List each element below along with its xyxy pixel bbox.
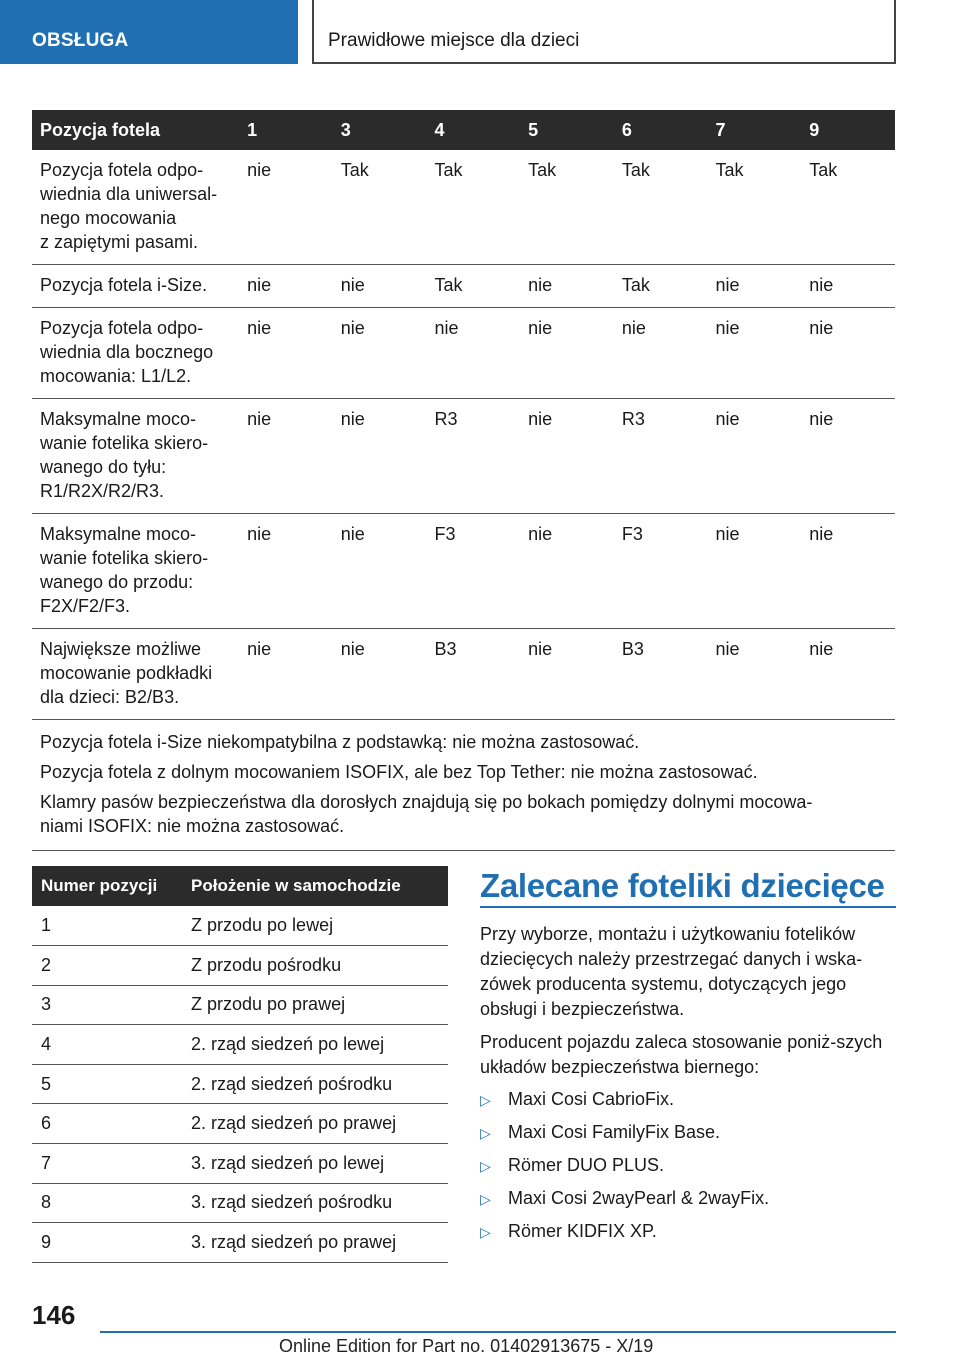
table-cell: Tak	[801, 150, 895, 265]
table-cell: nie	[239, 265, 333, 308]
position-location: 2. rząd siedzeń pośrodku	[182, 1064, 448, 1104]
row-label: Pozycja fotela odpo- wiednia dla uniwersal- nego mocowania z zapiętymi pasami.	[32, 150, 239, 265]
table-cell: nie	[801, 399, 895, 514]
table-cell: nie	[801, 265, 895, 308]
table-cell: nie	[708, 629, 802, 720]
position-number: 7	[32, 1144, 182, 1184]
heading-rule	[480, 906, 896, 908]
recommended-seat-list	[480, 1087, 896, 1245]
table-row	[32, 946, 448, 986]
column-header: 6	[614, 110, 708, 150]
position-location: 2. rząd siedzeń po prawej	[182, 1104, 448, 1144]
column-header: 7	[708, 110, 802, 150]
position-number: 6	[32, 1104, 182, 1144]
table-row	[32, 629, 895, 720]
position-location: 3. rząd siedzeń po lewej	[182, 1144, 448, 1184]
table-cell: nie	[520, 308, 614, 399]
table-cell: R3	[426, 399, 520, 514]
list-item	[480, 1153, 896, 1179]
table-cell: B3	[426, 629, 520, 720]
position-number: 1	[32, 906, 182, 946]
column-header: 9	[801, 110, 895, 150]
position-number: 9	[32, 1223, 182, 1263]
list-item-text: Maxi Cosi CabrioFix.	[508, 1089, 675, 1109]
footer-rule	[100, 1331, 896, 1333]
table-cell: nie	[801, 514, 895, 629]
triangle-bullet-icon: ▷	[480, 1158, 491, 1174]
table-cell: nie	[520, 265, 614, 308]
table-row	[32, 265, 895, 308]
list-item	[480, 1219, 896, 1245]
intro-paragraph: Przy wyborze, montażu i użytkowaniu fotelików dziecięcych należy przestrzegać danych i wska-zówek producenta systemu, dotyczących jego obsługi i bezpieczeństwa.	[480, 924, 863, 1019]
table-row	[32, 985, 448, 1025]
table-cell: nie	[801, 308, 895, 399]
note-text: Pozycja fotela i-Size niekompatybilna z podstawką: nie można zastosować.	[40, 732, 640, 752]
row-label: Maksymalne moco- wanie fotelika skiero- wanego do tyłu: R1/R2X/R2/R3.	[32, 399, 239, 514]
table-cell: nie	[333, 308, 427, 399]
list-item-text: Römer DUO PLUS.	[508, 1155, 665, 1175]
table-cell: Tak	[333, 150, 427, 265]
position-location: Z przodu pośrodku	[182, 946, 448, 986]
page-title: Prawidłowe miejsce dla dzieci	[312, 0, 896, 64]
triangle-bullet-icon: ▷	[480, 1125, 491, 1141]
seat-position-table	[32, 866, 448, 1263]
table-row	[32, 1025, 448, 1065]
edition-footer: Online Edition for Part no. 01402913675 - X/19	[279, 1336, 654, 1356]
position-location: 3. rząd siedzeń po prawej	[182, 1223, 448, 1263]
table-cell: nie	[239, 399, 333, 514]
table-cell: F3	[426, 514, 520, 629]
list-item	[480, 1087, 896, 1113]
section-tab: OBSŁUGA	[0, 0, 298, 64]
table-cell: nie	[333, 265, 427, 308]
table-row	[32, 514, 895, 629]
position-location: Z przodu po lewej	[182, 906, 448, 946]
table-cell: nie	[333, 399, 427, 514]
page-number: 146	[32, 1300, 76, 1330]
table-cell: nie	[333, 629, 427, 720]
list-item-text: Maxi Cosi FamilyFix Base.	[508, 1122, 721, 1142]
row-label: Pozycja fotela odpo- wiednia dla bocznego mocowania: L1/L2.	[32, 308, 239, 399]
table-cell: nie	[708, 308, 802, 399]
table-cell: nie	[708, 265, 802, 308]
table-row	[32, 150, 895, 265]
position-location: 2. rząd siedzeń po lewej	[182, 1025, 448, 1065]
column-header: 5	[520, 110, 614, 150]
row-label: Pozycja fotela i-Size.	[32, 265, 239, 308]
table-cell: Tak	[426, 150, 520, 265]
column-header: Pozycja fotela	[32, 110, 239, 150]
table-cell: B3	[614, 629, 708, 720]
table-cell: nie	[614, 308, 708, 399]
triangle-bullet-icon: ▷	[480, 1224, 491, 1240]
table-cell: Tak	[614, 265, 708, 308]
position-number: 4	[32, 1025, 182, 1065]
triangle-bullet-icon: ▷	[480, 1191, 491, 1207]
position-number: 8	[32, 1183, 182, 1223]
table-cell: nie	[333, 514, 427, 629]
table-cell: nie	[520, 629, 614, 720]
table-cell: Tak	[426, 265, 520, 308]
table-cell: nie	[708, 399, 802, 514]
table-cell: nie	[239, 629, 333, 720]
triangle-bullet-icon: ▷	[480, 1092, 491, 1108]
section-heading: Zalecane foteliki dziecięce	[480, 867, 885, 904]
table-cell: nie	[708, 514, 802, 629]
table-cell: Tak	[520, 150, 614, 265]
table-header-row	[32, 110, 895, 150]
column-header: Numer pozycji	[32, 866, 182, 906]
table-row	[32, 906, 448, 946]
recommendation-paragraph: Producent pojazdu zaleca stosowanie poniż-szych układów bezpieczeństwa biernego:	[480, 1032, 883, 1077]
column-header: Położenie w samochodzie	[182, 866, 448, 906]
notes-row	[32, 720, 895, 851]
position-location: Z przodu po prawej	[182, 985, 448, 1025]
table-header-row	[32, 866, 448, 906]
position-number: 2	[32, 946, 182, 986]
list-item-text: Römer KIDFIX XP.	[508, 1221, 657, 1241]
table-cell: F3	[614, 514, 708, 629]
list-item-text: Maxi Cosi 2wayPearl & 2wayFix.	[508, 1188, 770, 1208]
table-cell: Tak	[708, 150, 802, 265]
table-cell: nie	[239, 514, 333, 629]
table-cell: nie	[801, 629, 895, 720]
note-text: Pozycja fotela z dolnym mocowaniem ISOFIX, ale bez Top Tether: nie można zastosować.	[40, 762, 758, 782]
recommended-seats-section	[480, 866, 896, 1245]
list-item	[480, 1186, 896, 1212]
table-row	[32, 1064, 448, 1104]
table-cell: nie	[426, 308, 520, 399]
column-header: 4	[426, 110, 520, 150]
table-cell: Tak	[614, 150, 708, 265]
list-item	[480, 1120, 896, 1146]
table-row	[32, 1104, 448, 1144]
column-header: 1	[239, 110, 333, 150]
table-row	[32, 1144, 448, 1184]
notes-cell	[32, 720, 895, 851]
table-cell: nie	[520, 399, 614, 514]
row-label: Maksymalne moco- wanie fotelika skiero- wanego do przodu: F2X/F2/F3.	[32, 514, 239, 629]
table-row	[32, 399, 895, 514]
position-number: 3	[32, 985, 182, 1025]
column-header: 3	[333, 110, 427, 150]
table-cell: nie	[239, 150, 333, 265]
seat-compatibility-table	[32, 110, 895, 851]
position-number: 5	[32, 1064, 182, 1104]
table-cell: nie	[239, 308, 333, 399]
position-location: 3. rząd siedzeń pośrodku	[182, 1183, 448, 1223]
table-row	[32, 1223, 448, 1263]
table-cell: nie	[520, 514, 614, 629]
row-label: Największe możliwe mocowanie podkładki dla dzieci: B2/B3.	[32, 629, 239, 720]
table-row	[32, 1183, 448, 1223]
table-cell: R3	[614, 399, 708, 514]
note-text: Klamry pasów bezpieczeństwa dla dorosłych znajdują się po bokach pomiędzy dolnymi mocowa- niami ISOFIX: nie można zastosować.	[40, 792, 813, 836]
table-row	[32, 308, 895, 399]
